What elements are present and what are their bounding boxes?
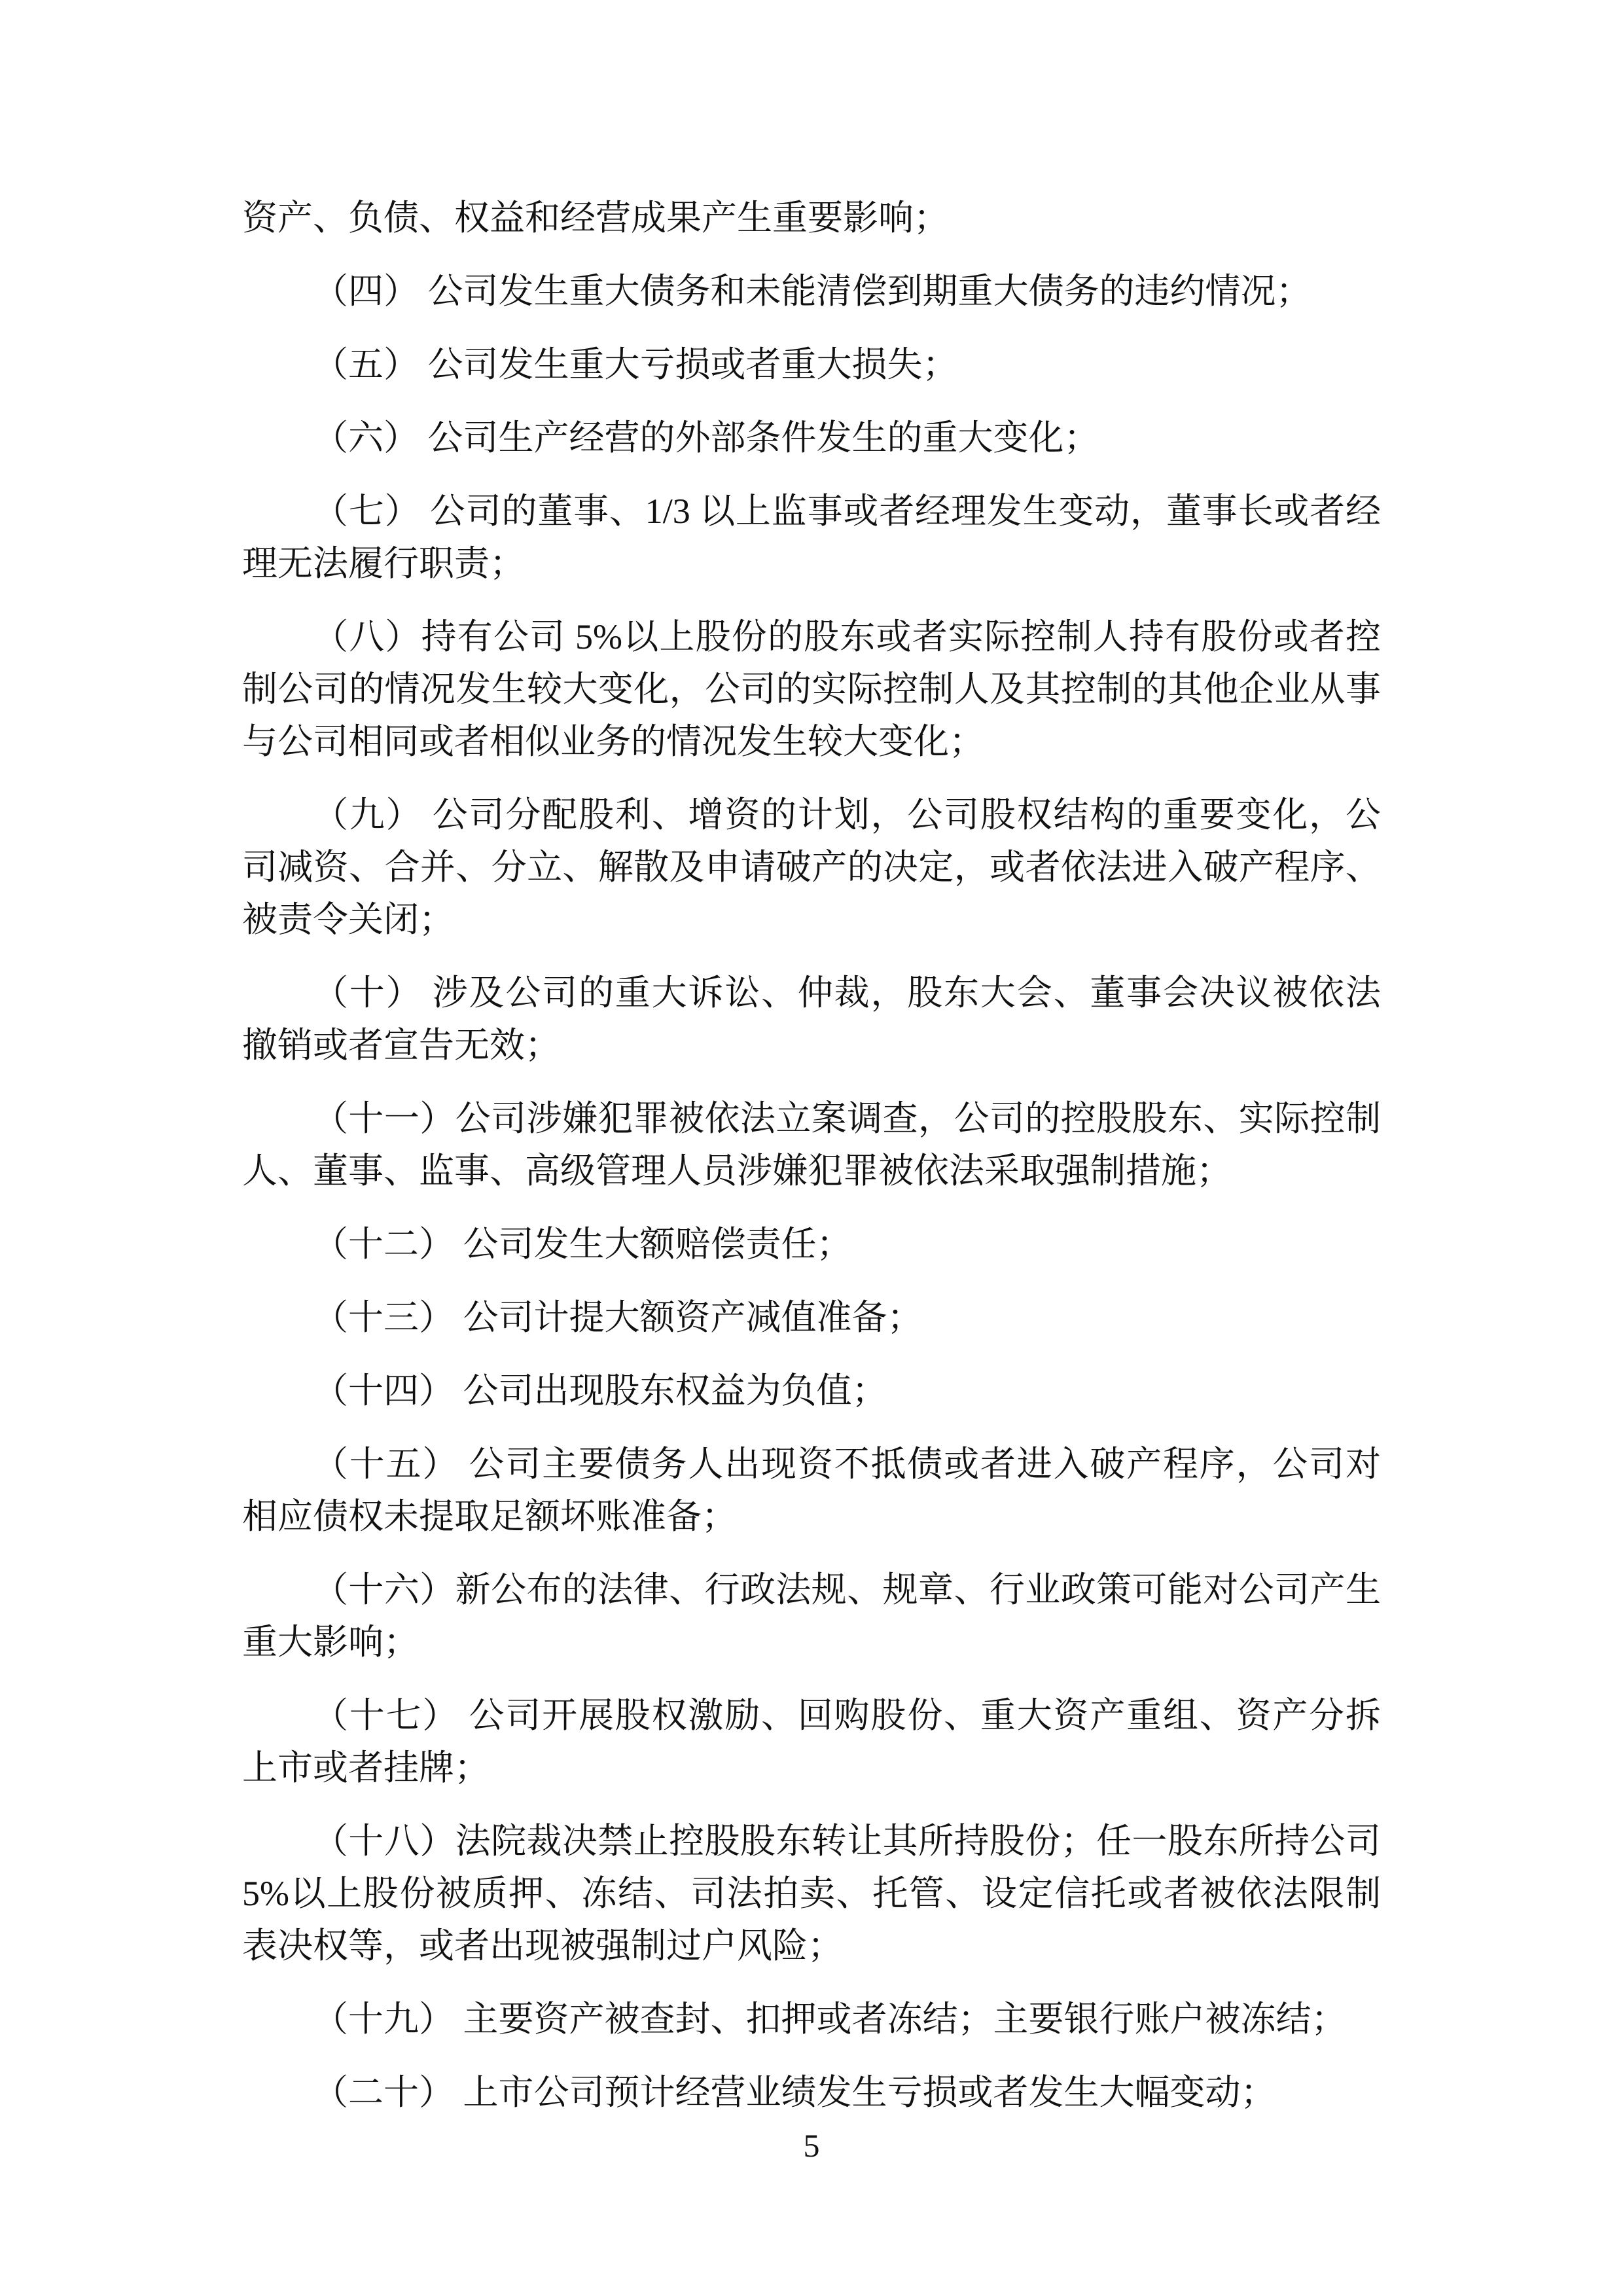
list-item-14: （十四） 公司出现股东权益为负值； (313, 1371, 887, 1410)
list-item-10: （十） 涉及公司的重大诉讼、仲裁，股东大会、董事会决议被依法撤销或者宣告无效； (242, 973, 1381, 1065)
list-item-15: （十五） 公司主要债务人出现资不抵债或者进入破产程序，公司对相应债权未提取足额坏账准备； (242, 1444, 1381, 1536)
list-item-5: （五） 公司发生重大亏损或者重大损失； (313, 345, 958, 384)
page-footer (0, 2126, 1623, 2165)
list-item-8: （八）持有公司 5%以上股份的股东或者实际控制人持有股份或者控制公司的情况发生较大变化，公司的实际控制人及其控制的其他企业从事与公司相同或者相似业务的情况发生较大变化； (242, 617, 1381, 761)
list-item-13: （十三） 公司计提大额资产减值准备； (313, 1298, 923, 1337)
list-item-9: （九） 公司分配股利、增资的计划，公司股权结构的重要变化，公司减资、合并、分立、解散及申请破产的决定，或者依法进入破产程序、被责令关闭； (242, 795, 1381, 939)
list-item-6: （六） 公司生产经营的外部条件发生的重大变化； (313, 418, 1099, 457)
list-item-12: （十二） 公司发生大额赔偿责任； (313, 1225, 852, 1264)
list-item-17: （十七） 公司开展股权激励、回购股份、重大资产重组、资产分拆上市或者挂牌； (242, 1696, 1381, 1787)
list-item-11: （十一）公司涉嫌犯罪被依法立案调查，公司的控股股东、实际控制人、董事、监事、高级管理人员涉嫌犯罪被依法采取强制措施； (242, 1099, 1381, 1191)
list-item-18: （十八）法院裁决禁止控股股东转让其所持股份；任一股东所持公司 5%以上股份被质押、冻结、司法拍卖、托管、设定信托或者被依法限制表决权等，或者出现被强制过户风险； (242, 1821, 1381, 1965)
paragraph-continuation: 资产、负债、权益和经营成果产生重要影响； (242, 198, 949, 238)
list-item-7: （七） 公司的董事、1/3 以上监事或者经理发生变动，董事长或者经理无法履行职责； (242, 492, 1381, 583)
list-item-19: （十九） 主要资产被查封、扣押或者冻结；主要银行账户被冻结； (313, 2000, 1347, 2039)
page-number: 5 (803, 2127, 820, 2164)
document-body (242, 192, 1381, 2119)
list-item-20: （二十） 上市公司预计经营业绩发生亏损或者发生大幅变动； (313, 2073, 1276, 2112)
list-item-16: （十六）新公布的法律、行政法规、规章、行业政策可能对公司产生重大影响； (242, 1570, 1381, 1662)
list-item-4: （四） 公司发生重大债务和未能清偿到期重大债务的违约情况； (313, 272, 1311, 311)
